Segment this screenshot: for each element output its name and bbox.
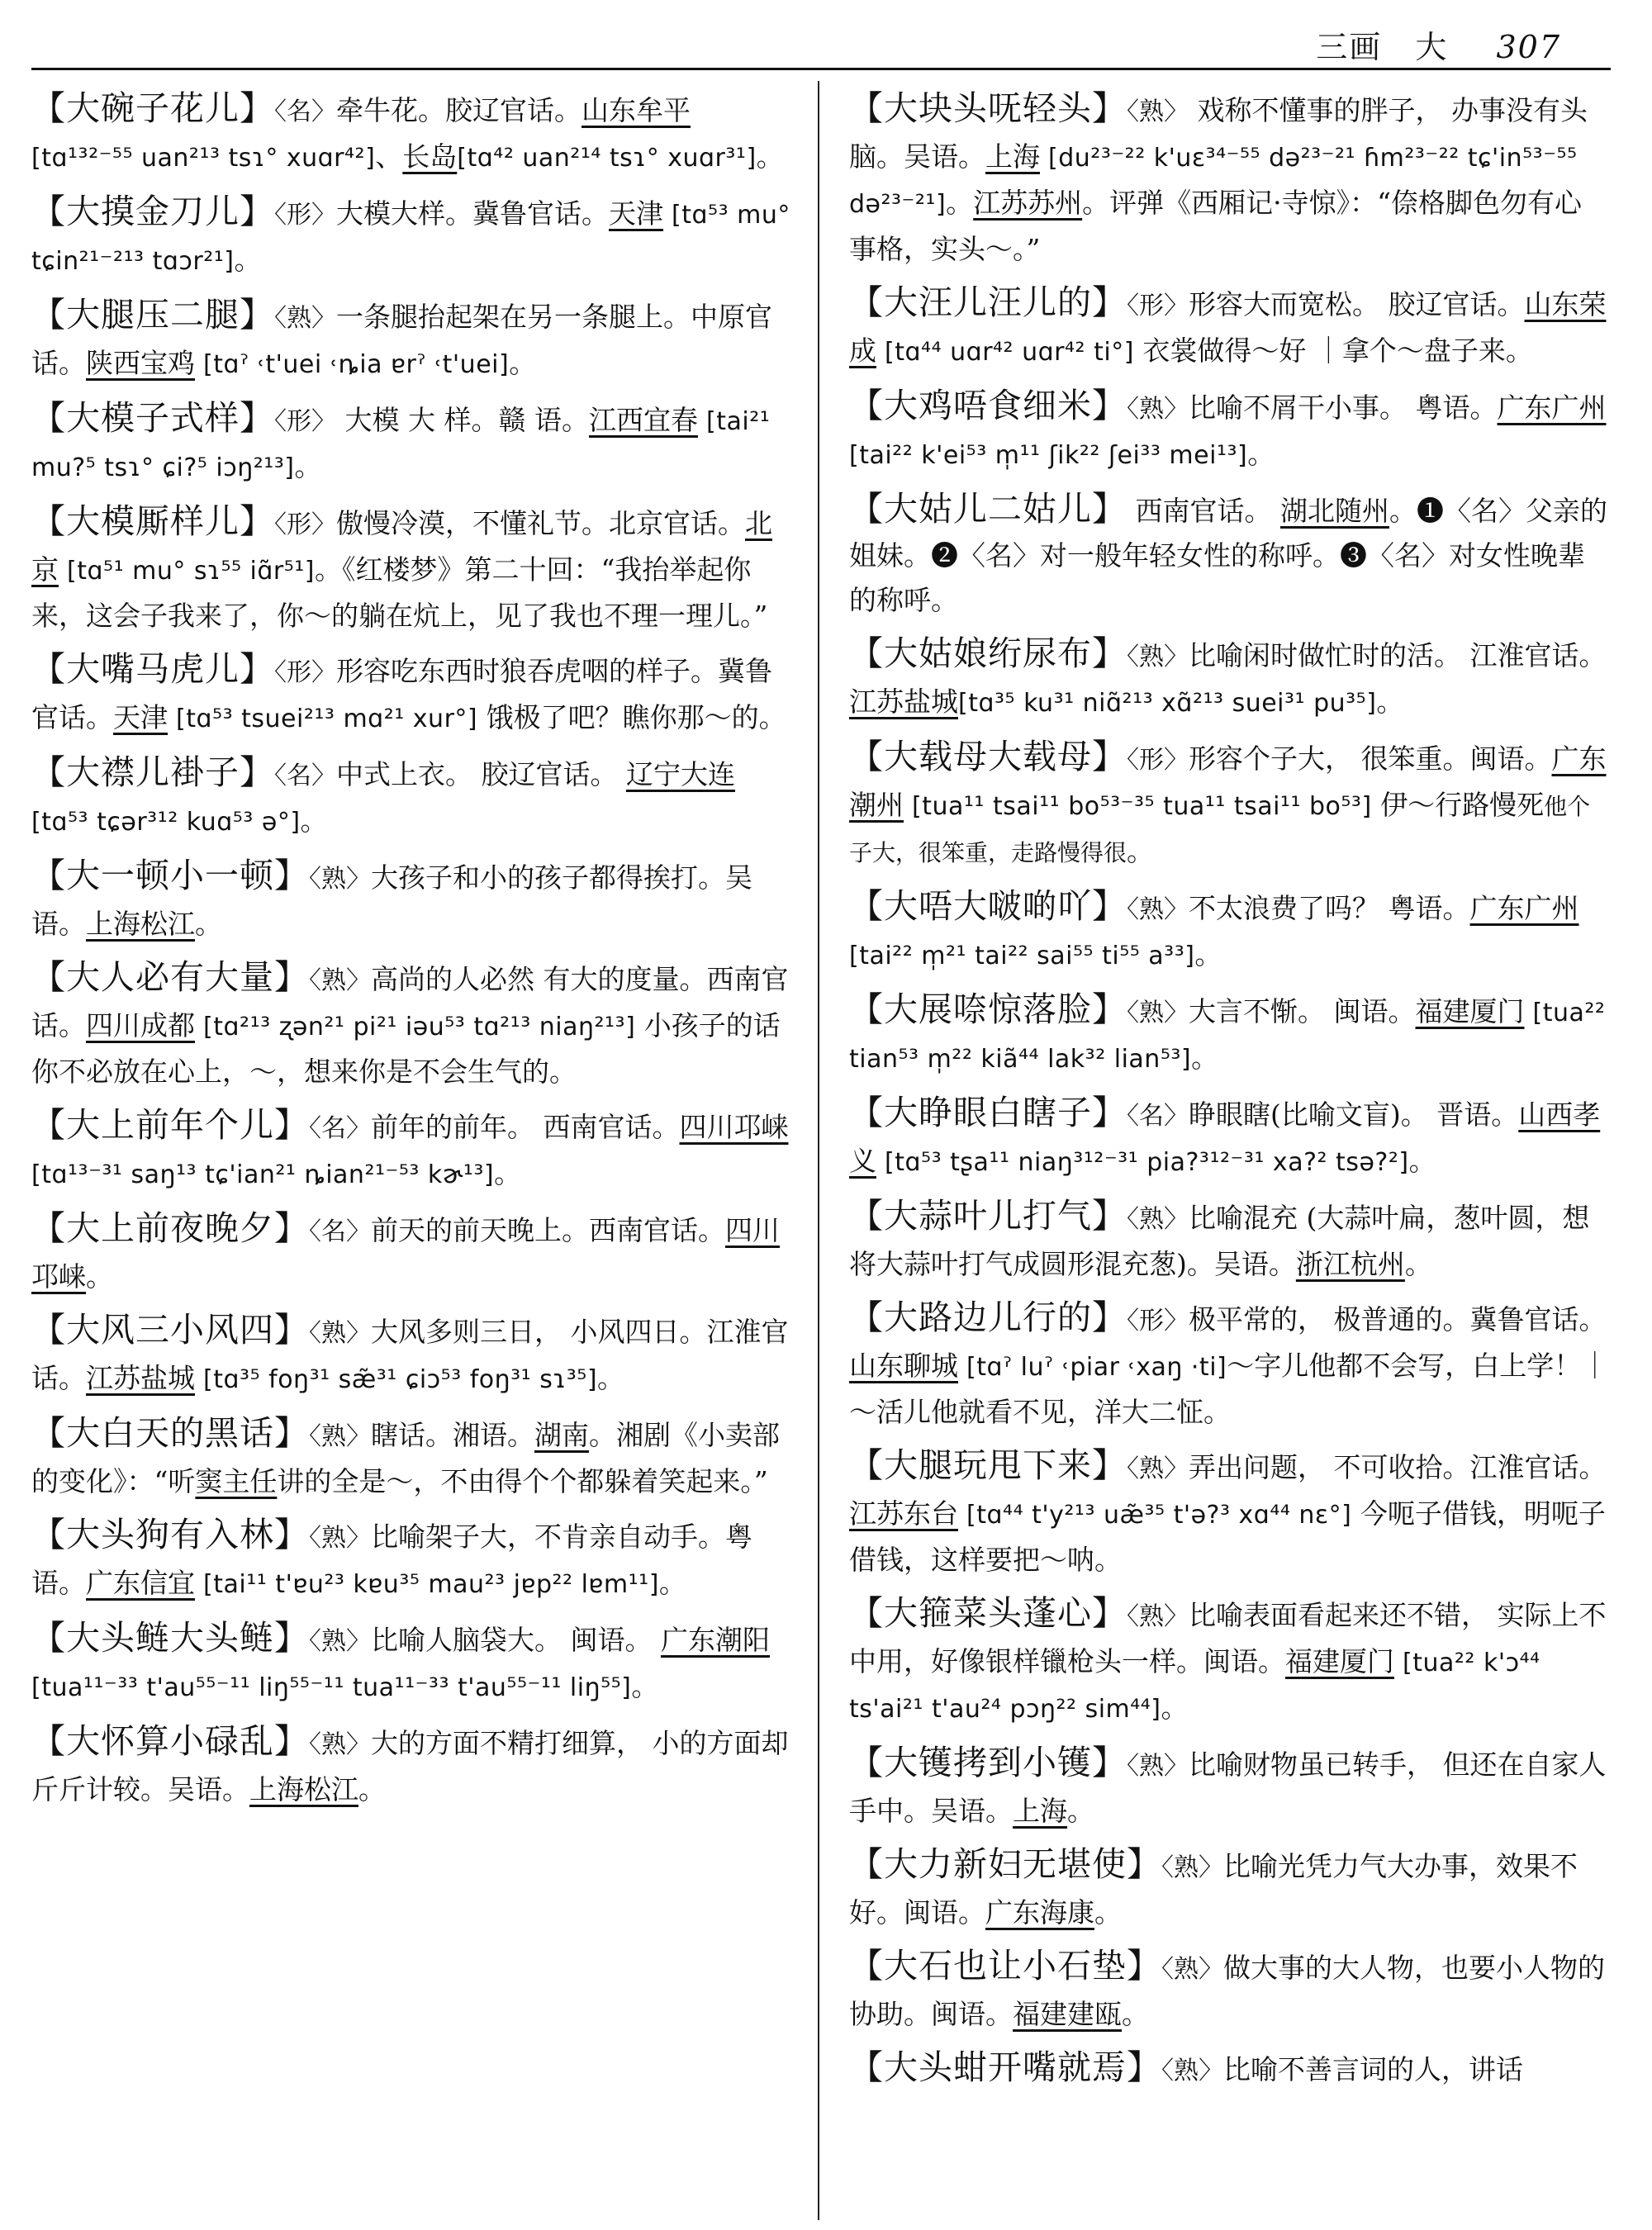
phonetic-transcription: [tɑ¹³²⁻⁵⁵ uan²¹³ tsɿ° xuɑr⁴²] <box>31 144 376 173</box>
phonetic-transcription: [tɑ⁵¹ mu° sɿ⁵⁵ iɑ̃r⁵¹] <box>59 557 316 586</box>
entry-headword: 【大姑儿二姑儿】 <box>849 489 1127 529</box>
entry-text: 。 <box>294 450 322 482</box>
phonetic-transcription: [tɑ⁴⁴ uɑr⁴² uɑr⁴² ti°] <box>876 338 1134 367</box>
entry-text: 、 <box>375 140 403 173</box>
dictionary-entry <box>849 1090 1609 1185</box>
part-of-speech-tag: 〈形〉 <box>274 201 336 230</box>
place-name: 上海 <box>1013 1795 1067 1827</box>
dictionary-entry <box>849 1943 1609 2037</box>
phonetic-transcription: [tai²¹ mu?⁵ tsɿ° ɕi?⁵ iɔŋ²¹³] <box>31 407 771 482</box>
entry-text: 傲慢冷漠，不懂礼节。北京官话。 <box>336 507 745 539</box>
place-name: 北京 <box>31 507 772 586</box>
place-name: 四川成都 <box>86 1009 195 1041</box>
entry-text: 。 <box>1067 1795 1094 1827</box>
dictionary-entry <box>31 1411 791 1504</box>
part-of-speech-tag: 〈熟〉 <box>1127 1454 1189 1483</box>
entry-headword: 【大人必有大量】 <box>31 957 309 997</box>
phonetic-transcription: [tɑ⁵³ tsuei²¹³ mɑ²¹ xur°] <box>168 705 478 733</box>
entry-text: 伊～行路慢死 <box>1371 789 1545 821</box>
dictionary-entry <box>31 1616 791 1710</box>
dictionary-entry <box>849 1842 1609 1935</box>
part-of-speech-tag: 〈熟〉 <box>309 1319 371 1348</box>
part-of-speech-tag: 〈熟〉 <box>1161 2057 1223 2085</box>
dictionary-entry <box>31 750 791 845</box>
place-name: 山东牟平 <box>582 94 691 126</box>
dictionary-entry <box>849 631 1609 726</box>
entry-text: 。 <box>1161 1691 1189 1724</box>
place-name: 浙江杭州 <box>1295 1248 1405 1280</box>
left-column <box>31 86 791 1820</box>
entry-text: 西南官话。 <box>1127 495 1280 527</box>
entry-text: 衣裳做得～好 ｜拿个～盘子来。 <box>1133 334 1533 367</box>
entry-headword: 【大蒜叶儿打气】 <box>849 1196 1127 1236</box>
dictionary-entry <box>31 86 791 181</box>
dictionary-entry <box>849 86 1609 272</box>
entry-headword: 【大风三小风四】 <box>31 1310 309 1350</box>
place-name: 江苏苏州 <box>973 187 1083 219</box>
entry-text: 。 <box>1122 1998 1149 2030</box>
entry-headword: 【大一顿小一顿】 <box>31 856 309 895</box>
entry-headword: 【大嘴马虎儿】 <box>31 649 274 689</box>
entry-text: 大风多则三日， 小风四日。江淮官话。 <box>31 1316 789 1394</box>
dictionary-entry <box>849 383 1609 478</box>
entry-text: 。 <box>756 140 784 173</box>
place-name: 四川邛崃 <box>679 1111 789 1143</box>
place-name: 广东广州 <box>1469 892 1579 924</box>
entry-text: 。 <box>1191 1041 1219 1074</box>
part-of-speech-tag: 〈熟〉 <box>1127 1205 1189 1234</box>
entry-text: 瞎话。湘语。 <box>371 1419 534 1451</box>
part-of-speech-tag: 〈形〉 <box>1127 1307 1189 1336</box>
entry-text: 小孩子的话你不必放在心上，～，想来你是不会生气的。 <box>31 1009 781 1088</box>
radical-character: 大 <box>1415 29 1449 65</box>
dictionary-entry <box>31 853 791 947</box>
place-name: 广东潮州 <box>849 743 1607 821</box>
part-of-speech-tag: 〈形〉 <box>1127 292 1189 320</box>
part-of-speech-tag: 〈熟〉 <box>309 1627 371 1656</box>
column-divider <box>818 81 819 2220</box>
entry-headword: 【大碗子花儿】 <box>31 88 274 128</box>
entry-headword: 【大模子式样】 <box>31 398 274 438</box>
entry-text: 。 <box>1127 835 1155 867</box>
entry-text: 。 <box>1404 1248 1432 1280</box>
entry-text: 形容吃东西时狼吞虎咽的样子。冀鲁官话。 <box>31 655 772 733</box>
place-name: 广东潮阳 <box>660 1624 770 1656</box>
place-name: 辽宁大连 <box>625 758 735 790</box>
phonetic-transcription: [tai²² m̩²¹ tai²² sai⁵⁵ ti⁵⁵ a³³] <box>849 942 1195 970</box>
place-name: 上海松江 <box>86 908 195 940</box>
entry-headword: 【大箍菜头蓬心】 <box>849 1593 1127 1633</box>
entry-text: 大孩子和小的孩子都得挨打。吴语。 <box>31 861 752 940</box>
entry-headword: 【大镬拷到小镬】 <box>849 1743 1127 1782</box>
part-of-speech-tag: 〈名〉 <box>274 97 336 126</box>
entry-text: 。 <box>86 1260 113 1293</box>
place-name: 山西孝义 <box>849 1098 1601 1177</box>
entry-text: 形容个子大， 很笨重。闽语。 <box>1189 743 1552 775</box>
phonetic-transcription: [tɑˀ luˀ ˓piar ˓xaŋ ·ti] <box>958 1353 1227 1382</box>
entry-text: 高尚的人必然 有大的度量。西南官话。 <box>31 963 789 1041</box>
place-name: 窦主任 <box>195 1465 278 1497</box>
part-of-speech-tag: 〈熟〉 <box>309 1524 371 1553</box>
section-label: 三画 <box>1316 29 1383 65</box>
dictionary-entry <box>31 1307 791 1402</box>
dictionary-entry <box>31 647 791 742</box>
part-of-speech-tag: 〈名〉 <box>274 762 336 790</box>
entry-text: 。 <box>658 1567 686 1599</box>
entry-text: 今呃子借钱，明呃子借钱，这样要把～呐。 <box>849 1497 1606 1576</box>
entry-headword: 【大腿玩甩下来】 <box>849 1445 1127 1485</box>
entry-text: 做大事的大人物，也要小人物的协助。闽语。 <box>849 1952 1605 2030</box>
phonetic-transcription: [tɑ³⁵ foŋ³¹ sæ̃³¹ ɕiɔ⁵³ foŋ³¹ sɿ³⁵] <box>195 1365 598 1394</box>
entry-text: 比喻不屑干小事。 粤语。 <box>1189 391 1498 424</box>
phonetic-transcription: [tɑ⁵³ mu° tɕin²¹⁻²¹³ tɑɔr²¹] <box>31 201 790 276</box>
phonetic-transcription: [tɑ³⁵ ku³¹ niɑ̃²¹³ xɑ̃²¹³ suei³¹ pu³⁵] <box>958 689 1377 718</box>
entry-headword: 【大鸡唔食细米】 <box>849 386 1127 425</box>
entry-headword: 【大唔大啵啲吖】 <box>849 886 1127 926</box>
entry-text: 比喻财物虽已转手， 但还在自家人手中。吴语。 <box>849 1748 1607 1827</box>
place-name: 湖北随州 <box>1279 495 1389 527</box>
place-name: 江苏盐城 <box>849 686 958 718</box>
entry-text: 。湘剧《小卖部的变化》：“听 <box>31 1419 780 1497</box>
part-of-speech-tag: 〈熟〉 <box>1127 895 1189 924</box>
place-name: 湖南 <box>534 1419 589 1451</box>
page-header <box>0 0 1652 66</box>
entry-headword: 【大上前年个儿】 <box>31 1105 309 1145</box>
part-of-speech-tag: 〈形〉 <box>274 407 336 436</box>
entry-text: 。 <box>509 347 537 379</box>
part-of-speech-tag: 〈熟〉 <box>1127 643 1189 671</box>
entry-text: 。 <box>494 1157 522 1189</box>
entry-text: 饿极了吧？瞧你那～的。 <box>477 701 786 733</box>
entry-headword: 【大摸金刀儿】 <box>31 192 274 231</box>
entry-text: 。 <box>300 804 328 837</box>
entry-headword: 【大上前夜晚夕】 <box>31 1208 309 1248</box>
part-of-speech-tag: 〈名〉 <box>1127 1102 1189 1131</box>
entry-text: 大的方面不精打细算， 小的方面却斤斤计较。吴语。 <box>31 1727 789 1805</box>
place-name: 福建建瓯 <box>1013 1998 1122 2030</box>
entry-text: 大模 大 样。赣 语。 <box>336 404 589 436</box>
place-name: 天津 <box>609 197 663 230</box>
dictionary-entry <box>31 955 791 1094</box>
dictionary-entry <box>849 1443 1609 1582</box>
entry-headword: 【大头狗有入林】 <box>31 1515 309 1554</box>
entry-text: 。❶〈名〉父亲的姐妹。❷〈名〉对一般年轻女性的称呼。❸〈名〉对女性晚辈的称呼。 <box>849 495 1607 616</box>
phonetic-transcription: [tɑˀ ˓t'uei ˓ȵia ɐrˀ ˓t'uei] <box>195 350 510 379</box>
entry-text: 不太浪费了吗？ 粤语。 <box>1189 892 1470 924</box>
place-name: 上海 <box>985 140 1040 173</box>
entry-text: 。 <box>1376 686 1404 718</box>
place-name: 山东荣成 <box>849 288 1607 367</box>
entry-headword: 【大汪儿汪儿的】 <box>849 282 1127 322</box>
dictionary-entry <box>31 292 791 387</box>
entry-text: 。《红楼梦》第二十回：“我抬举起你来，这会子我来了，你～的躺在炕上，见了我也不理一理儿。” <box>31 553 768 632</box>
entry-headword: 【大块头呒轻头】 <box>849 88 1127 128</box>
phonetic-transcription: [tɑ⁴⁴ t'y²¹³ uæ̃³⁵ t'ə?³ xɑ⁴⁴ nɛ°] <box>958 1501 1352 1530</box>
place-name: 山东聊城 <box>849 1350 958 1382</box>
part-of-speech-tag: 〈熟〉 <box>1127 97 1189 126</box>
entry-text: 比喻架子大，不肯亲自动手。粤语。 <box>31 1521 752 1599</box>
entry-text: 讲的全是～，不由得个个都躲着笑起来。” <box>277 1465 768 1497</box>
phonetic-transcription: [tai¹¹ t'ɐu²³ kɐu³⁵ mau²³ jɐp²² lɐm¹¹] <box>195 1570 659 1599</box>
dictionary-entry <box>849 2045 1609 2094</box>
entry-text: 弄出问题， 不可收拾。江淮官话。 <box>1189 1451 1607 1483</box>
dictionary-entry <box>31 189 791 284</box>
dictionary-entry <box>849 987 1609 1082</box>
place-name: 福建厦门 <box>1285 1645 1394 1677</box>
dictionary-entry <box>849 280 1609 375</box>
phonetic-transcription: [tua¹¹ tsai¹¹ bo⁵³⁻³⁵ tua¹¹ tsai¹¹ bo⁵³] <box>904 792 1372 821</box>
entry-headword: 【大襟儿褂子】 <box>31 752 274 792</box>
place-name: 陕西宝鸡 <box>86 347 195 379</box>
part-of-speech-tag: 〈熟〉 <box>1161 1955 1223 1984</box>
entry-text: 。 <box>358 1773 386 1805</box>
part-of-speech-tag: 〈熟〉 <box>309 1730 371 1759</box>
entry-text: 。 <box>1247 438 1275 470</box>
entry-text: 。 <box>1408 1145 1436 1177</box>
phonetic-transcription: [tɑ⁵³ tʂa¹¹ niaŋ³¹²⁻³¹ pia?³¹²⁻³¹ xa?² tsə?²] <box>876 1148 1409 1177</box>
entry-headword: 【大睁眼白瞎子】 <box>849 1093 1127 1132</box>
header-rule <box>31 68 1611 70</box>
part-of-speech-tag: 〈熟〉 <box>309 865 371 894</box>
dictionary-entry <box>31 499 791 638</box>
dictionary-entry <box>31 1206 791 1299</box>
dictionary-entry <box>31 396 791 491</box>
entry-text: 比喻闲时做忙时的活。 江淮官话。 <box>1189 639 1607 671</box>
place-name: 长岛 <box>402 140 458 173</box>
place-name: 上海松江 <box>249 1773 358 1805</box>
gloss-note: 他个子大，很笨重，走路慢得很 <box>849 793 1591 866</box>
entry-text: 。评弹《西厢记·寺惊》：“倷格脚色勿有心事格，实头～。” <box>849 187 1583 265</box>
part-of-speech-tag: 〈熟〉 <box>1127 395 1189 424</box>
running-head <box>1316 21 1561 67</box>
part-of-speech-tag: 〈熟〉 <box>1127 1602 1189 1631</box>
phonetic-transcription: [tɑ²¹³ ʐən²¹ pi²¹ iəu⁵³ tɑ²¹³ niaŋ²¹³] <box>195 1013 636 1041</box>
part-of-speech-tag: 〈熟〉 <box>1127 999 1189 1027</box>
phonetic-transcription: [tai²² k'ei⁵³ m̩¹¹ ʃik²² ʃei³³ mei¹³] <box>849 441 1248 470</box>
dictionary-entry <box>31 1512 791 1607</box>
part-of-speech-tag: 〈熟〉 <box>274 304 336 333</box>
phonetic-transcription: [tɑ⁵³ tɕər³¹² kuɑ⁵³ ə°] <box>31 808 301 837</box>
entry-text: 比喻表面看起来还不错， 实际上不中用，好像银样镴枪头一样。闽语。 <box>849 1599 1607 1677</box>
part-of-speech-tag: 〈名〉 <box>309 1114 371 1143</box>
entry-text: 。 <box>234 244 262 276</box>
dictionary-entry <box>31 1719 791 1812</box>
entry-headword: 【大石也让小石垫】 <box>849 1946 1161 1986</box>
entry-text: 比喻不善言词的人，讲话 <box>1223 2053 1523 2085</box>
part-of-speech-tag: 〈形〉 <box>274 510 336 539</box>
entry-text: 。 <box>946 187 974 219</box>
phonetic-transcription: [tua²² tian⁵³ m̩²² kiã⁴⁴ lak³² lian⁵³] <box>849 999 1606 1074</box>
part-of-speech-tag: 〈熟〉 <box>1127 1752 1189 1781</box>
dictionary-entry <box>849 486 1609 623</box>
part-of-speech-tag: 〈熟〉 <box>309 966 371 995</box>
part-of-speech-tag: 〈形〉 <box>1127 746 1189 775</box>
entry-text: 。 <box>1094 1896 1122 1929</box>
entry-text: 。 <box>195 908 222 940</box>
entry-headword: 【大腿压二腿】 <box>31 295 274 334</box>
phonetic-transcription: [tɑ¹³⁻³¹ saŋ¹³ tɕ'ian²¹ ȵian²¹⁻⁵³ kɚ¹³] <box>31 1160 495 1189</box>
part-of-speech-tag: 〈熟〉 <box>309 1422 371 1451</box>
place-name: 天津 <box>113 701 168 733</box>
entry-text: 前年的前年。 西南官话。 <box>371 1111 680 1143</box>
place-name: 四川邛崃 <box>31 1214 780 1293</box>
entry-text: 前天的前天晚上。西南官话。 <box>371 1214 725 1246</box>
phonetic-transcription: [tɑ⁴² uan²¹⁴ tsɿ° xuɑr³¹] <box>457 144 757 173</box>
page-number: 307 <box>1496 29 1561 65</box>
dictionary-entry <box>849 1193 1609 1287</box>
entry-text: 比喻光凭力气大办事，效果不好。闽语。 <box>849 1850 1578 1929</box>
entry-text: 比喻混充 (大蒜叶扁，葱叶圆，想将大蒜叶打气成圆形混充葱)。吴语。 <box>849 1202 1590 1280</box>
entry-text: 。 <box>631 1670 659 1702</box>
right-column <box>849 86 1609 2102</box>
entry-text: 。 <box>1194 938 1222 970</box>
place-name: 江苏盐城 <box>86 1362 195 1394</box>
entry-headword: 【大白天的黑话】 <box>31 1413 309 1453</box>
dictionary-entry <box>849 734 1609 875</box>
entry-headword: 【大载母大载母】 <box>849 737 1127 776</box>
entry-text: ～字儿他都不会写，白上学！｜～活儿他就看不见，洋大二怔。 <box>849 1350 1609 1428</box>
place-name: 福建厦门 <box>1415 995 1525 1027</box>
phonetic-transcription: [tua¹¹⁻³³ t'au⁵⁵⁻¹¹ liŋ⁵⁵⁻¹¹ tua¹¹⁻³³ t'au⁵⁵⁻¹¹ liŋ⁵⁵] <box>31 1673 632 1702</box>
entry-headword: 【大路边儿行的】 <box>849 1298 1127 1337</box>
entry-text: 大言不惭。 闽语。 <box>1189 995 1416 1027</box>
entry-text: 比喻人脑袋大。 闽语。 <box>371 1624 661 1656</box>
entry-headword: 【大力新妇无堪使】 <box>849 1844 1161 1884</box>
entry-headword: 【大头鲢大头鲢】 <box>31 1618 309 1658</box>
entry-headword: 【大怀算小碌乱】 <box>31 1721 309 1761</box>
part-of-speech-tag: 〈熟〉 <box>1161 1853 1223 1882</box>
entry-text: 极平常的， 极普通的。冀鲁官话。 <box>1189 1303 1607 1336</box>
entry-headword: 【大头蚶开嘴就焉】 <box>849 2047 1161 2087</box>
entry-text: 。 <box>597 1362 625 1394</box>
phonetic-transcription: [du²³⁻²² k'uɛ³⁴⁻⁵⁵ də²³⁻²¹ ɦm²³⁻²² tɕ'in⁵³⁻⁵⁵ də²³⁻²¹] <box>849 144 1578 219</box>
place-name: 江苏东台 <box>849 1497 958 1530</box>
entry-headword: 【大姑娘绗尿布】 <box>849 633 1127 673</box>
dictionary-entry <box>849 1740 1609 1834</box>
dictionary-entry <box>849 1295 1609 1435</box>
dictionary-entry <box>849 1591 1609 1732</box>
part-of-speech-tag: 〈形〉 <box>274 658 336 687</box>
entry-text: 牵牛花。胶辽官话。 <box>336 94 582 126</box>
entry-text: 大模大样。冀鲁官话。 <box>336 197 609 230</box>
entry-headword: 【大模厮样儿】 <box>31 501 274 541</box>
place-name: 广东广州 <box>1497 391 1607 424</box>
place-name: 广东信宜 <box>86 1567 195 1599</box>
entry-text: 中式上衣。 胶辽官话。 <box>336 758 626 790</box>
place-name: 广东海康 <box>985 1896 1094 1929</box>
entry-text: 睁眼瞎(比喻文盲)。 晋语。 <box>1189 1098 1519 1131</box>
entry-text: 形容大而宽松。 胶辽官话。 <box>1189 288 1525 320</box>
entry-text: 一条腿抬起架在另一条腿上。中原官话。 <box>31 301 772 379</box>
part-of-speech-tag: 〈名〉 <box>309 1217 371 1246</box>
entry-headword: 【大展㖠惊落脸】 <box>849 989 1127 1029</box>
place-name: 江西宜春 <box>588 404 698 436</box>
dictionary-entry <box>849 884 1609 979</box>
dictionary-entry <box>31 1103 791 1198</box>
entry-text: 戏称不懂事的胖子， 办事没有头脑。吴语。 <box>849 94 1588 173</box>
phonetic-transcription: [tua²² k'ɔ⁴⁴ ts'ai²¹ t'au²⁴ pɔŋ²² sim⁴⁴] <box>849 1649 1540 1724</box>
